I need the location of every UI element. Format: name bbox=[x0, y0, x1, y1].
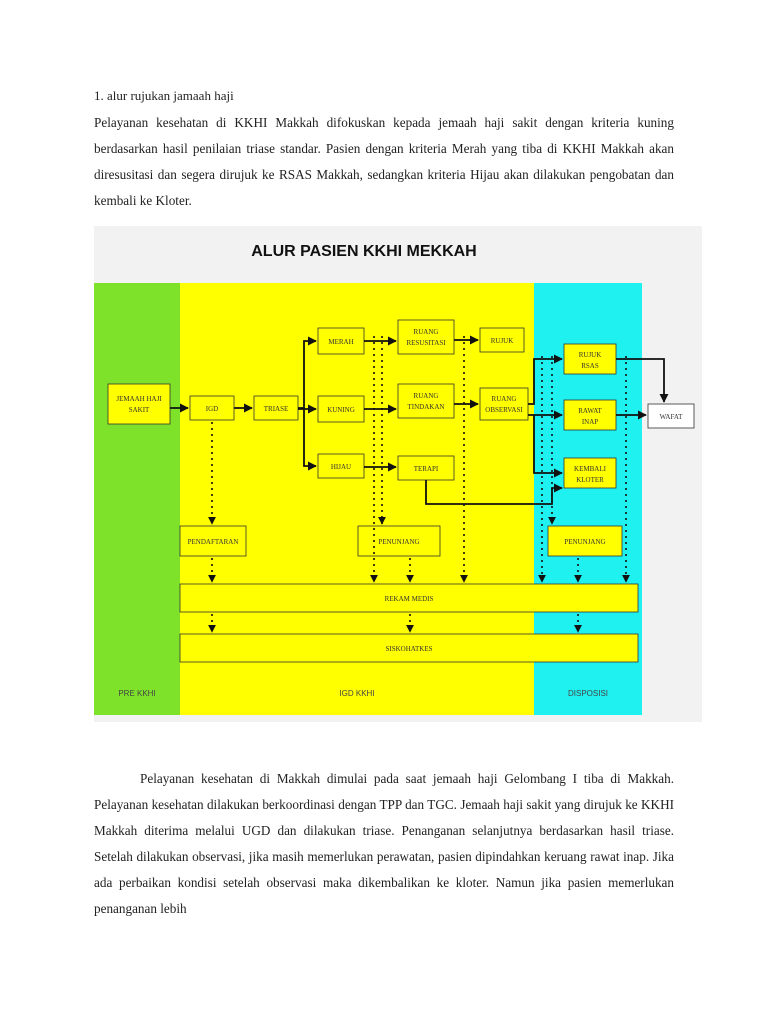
label-observasi-2: OBSERVASI bbox=[485, 406, 523, 414]
label-kuning: KUNING bbox=[327, 406, 355, 414]
label-hijau: HIJAU bbox=[330, 463, 352, 471]
zone-label-igd: IGD KKHI bbox=[339, 689, 375, 698]
label-tindakan-1: RUANG bbox=[413, 392, 439, 400]
label-siskohatkes: SISKOHATKES bbox=[385, 645, 433, 653]
label-rawat-2: INAP bbox=[581, 418, 599, 426]
label-jemaah-2: SAKIT bbox=[128, 406, 150, 414]
label-merah: MERAH bbox=[328, 338, 354, 346]
diagram-title: ALUR PASIEN KKHI MEKKAH bbox=[251, 243, 477, 260]
label-rsas-1: RUJUK bbox=[578, 351, 602, 359]
body-paragraph: Pelayanan kesehatan di Makkah dimulai pada saat jemaah haji Gelombang I tiba di Makkah. Pelayanan kesehatan dilakukan berkoordinasi dengan TPP dan TGC. Jemaah haji sakit yang dirujuk ke KKHI Makkah diterima melalui UGD dan dilakukan triase. Penanganan selanjutnya berdasarkan hasil triase. Setelah dilakukan observasi, jika masih memerlukan perawatan, pasien dipindahkan keruang rawat inap. Jika ada perbaikan kondisi setelah observasi maka dikembalikan ke kloter. Namun jika pasien memerlukan penanganan lebih bbox=[94, 771, 674, 916]
label-pendaftaran: PENDAFTARAN bbox=[187, 538, 239, 546]
label-wafat: WAFAT bbox=[659, 413, 683, 421]
label-kembali-2: KLOTER bbox=[576, 476, 604, 484]
label-terapi: TERAPI bbox=[413, 465, 439, 473]
label-resusitasi-2: RESUSITASI bbox=[406, 339, 446, 347]
box-ruang-resusitasi bbox=[398, 320, 454, 354]
intro-paragraph: Pelayanan kesehatan di KKHI Makkah difokuskan kepada jemaah haji sakit dengan kriteria kuning berdasarkan hasil penilaian triase standar. Pasien dengan kriteria Merah yang tiba di KKHI Makkah akan diresusitasi dan segera dirujuk ke RSAS Makkah, sedangkan kriteria Hijau akan dilakukan pengobatan dan kembali ke Kloter. bbox=[94, 115, 674, 208]
label-triase: TRIASE bbox=[263, 405, 289, 413]
section-heading: 1. alur rujukan jamaah haji bbox=[94, 88, 234, 103]
label-penunjang-disposisi: PENUNJANG bbox=[564, 538, 606, 546]
box-ruang-tindakan bbox=[398, 384, 454, 418]
label-resusitasi-1: RUANG bbox=[413, 328, 439, 336]
box-jemaah-haji bbox=[108, 384, 170, 424]
zone-label-pre: PRE KKHI bbox=[118, 689, 156, 698]
label-kembali-1: KEMBALI bbox=[574, 465, 606, 473]
label-rsas-2: RSAS bbox=[581, 362, 599, 370]
label-rekam-medis: REKAM MEDIS bbox=[384, 595, 434, 603]
box-ruang-observasi bbox=[480, 388, 528, 420]
patient-flow-diagram bbox=[94, 226, 702, 722]
label-observasi-1: RUANG bbox=[491, 395, 517, 403]
label-rawat-1: RAWAT bbox=[578, 407, 602, 415]
label-rujuk: RUJUK bbox=[490, 337, 514, 345]
label-igd: IGD bbox=[205, 405, 219, 413]
label-jemaah-1: JEMAAH HAJI bbox=[116, 395, 162, 403]
label-tindakan-2: TINDAKAN bbox=[407, 403, 445, 411]
zone-pre-kkhi bbox=[94, 283, 180, 715]
zone-label-disposisi: DISPOSISI bbox=[567, 689, 609, 698]
label-penunjang-igd: PENUNJANG bbox=[378, 538, 420, 546]
